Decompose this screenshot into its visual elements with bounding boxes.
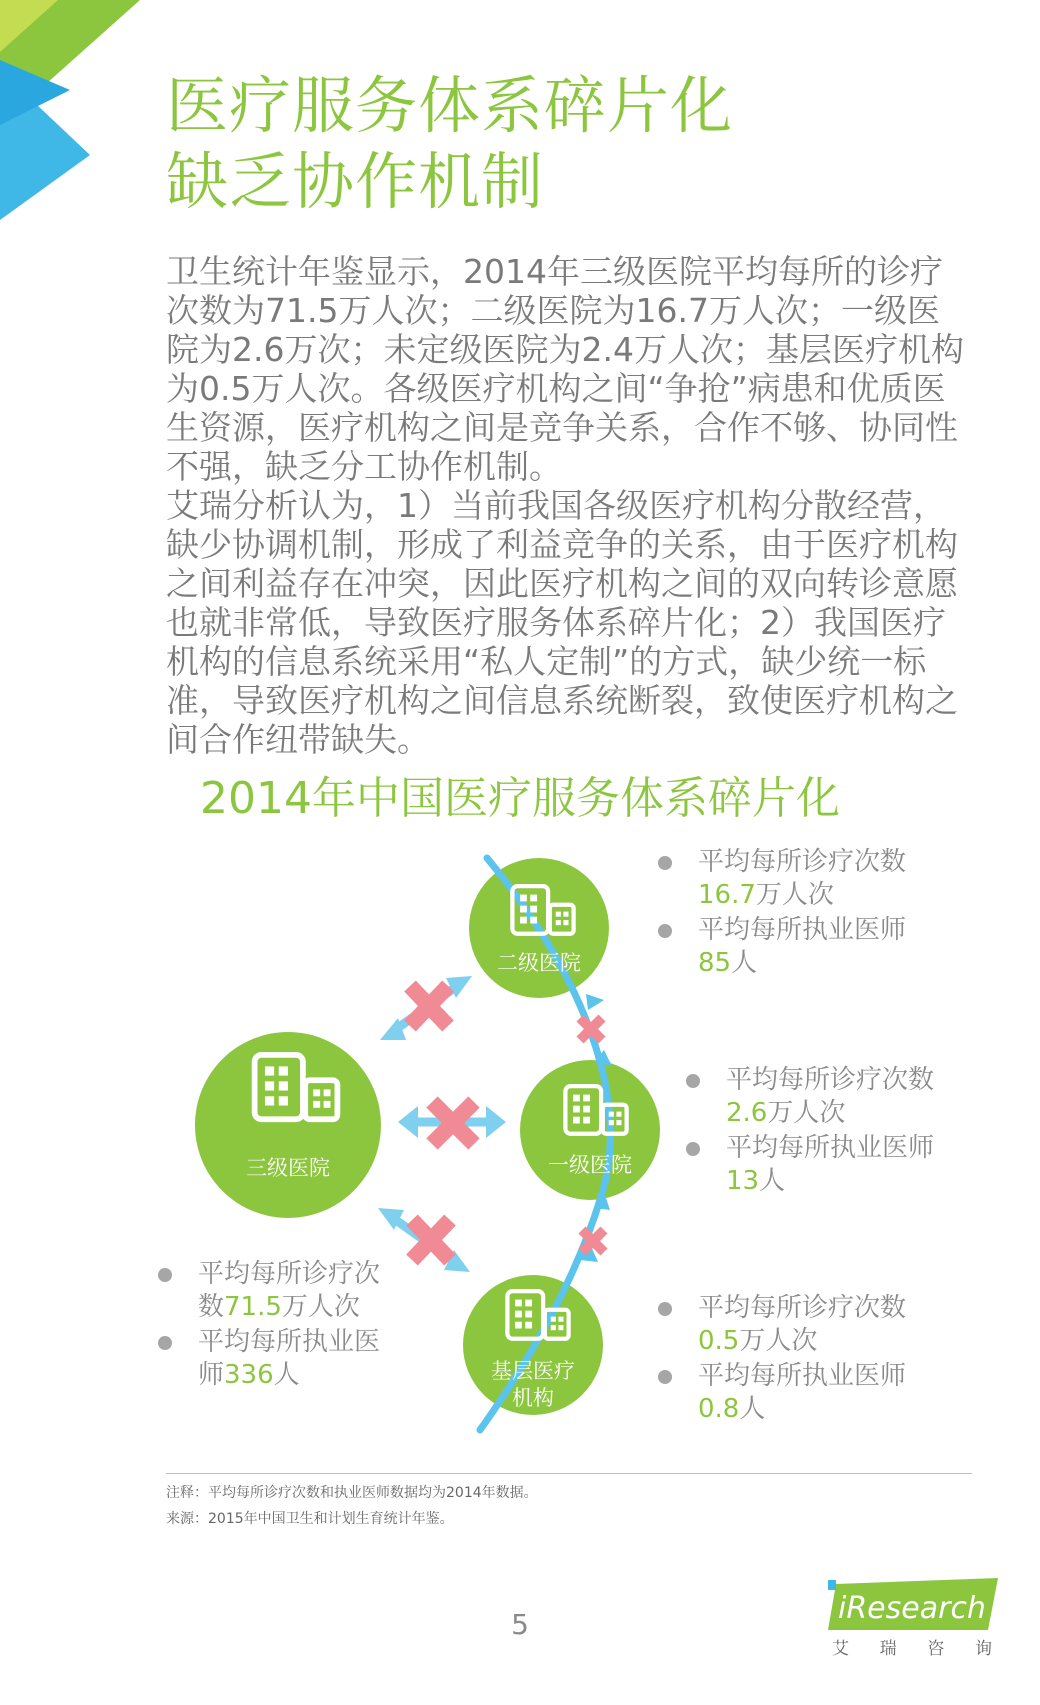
stat-value: 71.5 bbox=[224, 1292, 282, 1322]
page-number: 5 bbox=[511, 1608, 529, 1641]
page-title bbox=[166, 68, 733, 220]
stat-label-cont: 师 bbox=[198, 1360, 225, 1390]
tertiary-doctors bbox=[158, 1326, 380, 1392]
logo-chinese-text bbox=[832, 1634, 992, 1659]
cross-tertiary-secondary-icon bbox=[410, 986, 448, 1026]
stat-label: 平均每所执业医师 bbox=[726, 1133, 935, 1163]
tertiary-hospital-node bbox=[195, 1032, 381, 1218]
chart-title: 2014年中国医疗服务体系碎片化 bbox=[200, 773, 840, 824]
footnotes bbox=[166, 1480, 538, 1532]
tertiary-visits bbox=[158, 1258, 380, 1324]
bullet-dot-icon bbox=[658, 856, 672, 870]
title-line-1: 医疗服务体系碎片化 bbox=[166, 69, 734, 142]
bullet-dot-icon bbox=[658, 1370, 672, 1384]
primary-stats bbox=[686, 1064, 934, 1198]
stat-value: 0.8 bbox=[698, 1394, 740, 1424]
title-line-2: 缺乏协作机制 bbox=[166, 145, 545, 218]
stat-value: 13 bbox=[726, 1166, 760, 1196]
logo-text: iResearch bbox=[838, 1591, 986, 1626]
flow-arrowhead-1 bbox=[586, 994, 604, 1010]
stat-unit: 人 bbox=[739, 1394, 766, 1424]
stat-unit: 万人次 bbox=[767, 1098, 846, 1128]
secondary-visits bbox=[658, 846, 906, 912]
stat-unit: 万人次 bbox=[755, 880, 834, 910]
stat-unit: 人 bbox=[273, 1360, 300, 1390]
source-text: 来源：2015年中国卫生和计划生育统计年鉴。 bbox=[166, 1511, 454, 1527]
body-text bbox=[166, 252, 966, 759]
primary-visits bbox=[686, 1064, 934, 1130]
stat-value: 0.5 bbox=[698, 1326, 740, 1356]
secondary-stats bbox=[658, 846, 906, 980]
paragraph-1: 卫生统计年鉴显示，2014年三级医院平均每所的诊疗次数为71.5万人次；二级医院为16.7万人次；一级医院为2.6万次；未定级医院为2.4万人次；基层医疗机构为0.5万人次。各级医疗机构之间“争抢”病患和优质医生资源，医疗机构之间是竞争关系，合作不够、协同性不强，缺乏分工协作机制。 bbox=[166, 252, 964, 486]
stat-unit: 人 bbox=[731, 948, 758, 978]
tertiary-stats bbox=[158, 1258, 380, 1392]
bullet-dot-icon bbox=[158, 1268, 172, 1282]
grassroots-doctors bbox=[658, 1360, 906, 1426]
stat-label: 平均每所执业医师 bbox=[698, 1361, 907, 1391]
grassroots-label-line-1: 基层医疗 bbox=[491, 1359, 575, 1383]
stat-label-cont: 数 bbox=[198, 1292, 225, 1322]
primary-hospital-node bbox=[520, 1060, 660, 1200]
bullet-dot-icon bbox=[158, 1336, 172, 1350]
logo-char: 瑞 bbox=[879, 1639, 897, 1659]
grassroots-visits bbox=[658, 1292, 906, 1358]
bullet-dot-icon bbox=[686, 1142, 700, 1156]
stat-label: 平均每所执业医师 bbox=[698, 915, 907, 945]
stat-value: 336 bbox=[224, 1360, 274, 1390]
stat-value: 16.7 bbox=[698, 880, 756, 910]
bullet-dot-icon bbox=[658, 924, 672, 938]
primary-doctors bbox=[686, 1132, 934, 1198]
stat-label: 平均每所诊疗次数 bbox=[698, 847, 907, 877]
stat-label: 平均每所诊疗次数 bbox=[726, 1065, 935, 1095]
stat-value: 85 bbox=[698, 948, 732, 978]
grassroots-label-line-2: 机构 bbox=[512, 1386, 554, 1410]
footer-divider bbox=[166, 1473, 972, 1474]
secondary-doctors bbox=[658, 914, 906, 980]
note-text: 注释：平均每所诊疗次数和执业医师数据均为2014年数据。 bbox=[166, 1485, 538, 1501]
stat-label: 平均每所诊疗次数 bbox=[698, 1293, 907, 1323]
stat-label: 平均每所执业医 bbox=[198, 1327, 381, 1357]
stat-label: 平均每所诊疗次 bbox=[198, 1259, 381, 1289]
stat-unit: 万人次 bbox=[281, 1292, 360, 1322]
bullet-dot-icon bbox=[686, 1074, 700, 1088]
stat-unit: 人 bbox=[759, 1166, 786, 1196]
logo-char: 艾 bbox=[832, 1639, 849, 1659]
paragraph-2: 艾瑞分析认为，1）当前我国各级医疗机构分散经营，缺少协调机制，形成了利益竞争的关系，由于医疗机构之间利益存在冲突，因此医疗机构之间的双向转诊意愿也就非常低，导致医疗服务体系碎片化；2）我国医疗机构的信息系统采用“私人定制”的方式，缺少统一标准，导致医疗机构之间信息系统断裂，致使医疗机构之间合作纽带缺失。 bbox=[166, 486, 958, 759]
primary-hospital-label: 一级医院 bbox=[548, 1153, 632, 1177]
tertiary-hospital-label: 三级医院 bbox=[246, 1156, 330, 1180]
secondary-hospital-label: 二级医院 bbox=[497, 951, 581, 975]
stat-value: 2.6 bbox=[726, 1098, 768, 1128]
grassroots-stats bbox=[658, 1292, 906, 1426]
logo-char: 咨 bbox=[927, 1639, 945, 1659]
logo-char: 询 bbox=[974, 1639, 992, 1659]
stat-unit: 万人次 bbox=[739, 1326, 818, 1356]
bullet-dot-icon bbox=[658, 1302, 672, 1316]
